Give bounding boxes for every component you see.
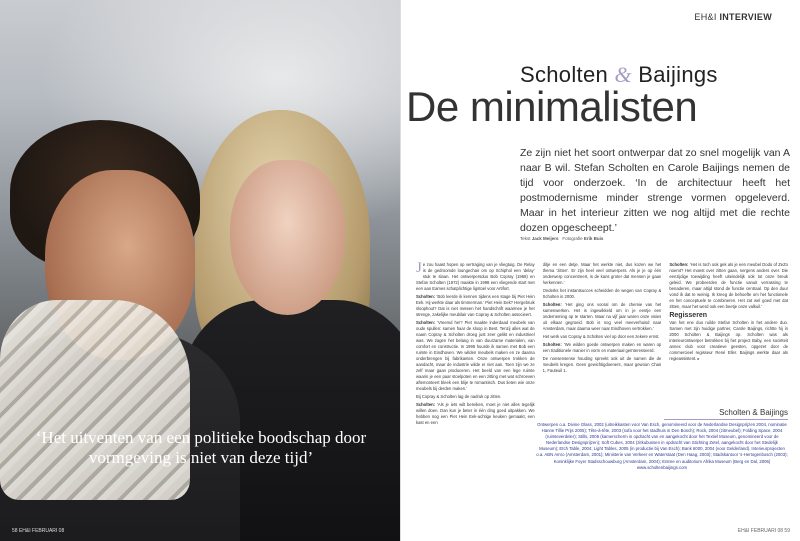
speaker-label: Scholten: (542, 342, 562, 347)
article-credits (520, 236, 603, 241)
text-page (400, 0, 800, 541)
section-header (694, 12, 772, 22)
article-title: De minimalisten (406, 83, 698, 130)
drop-cap: J (416, 262, 422, 276)
right-page-number: EH&I FEBRUARI 08 59 (737, 528, 790, 534)
col1-paragraph: Bij Copray & Scholten lag de nadruk op zitten. (416, 394, 502, 399)
info-box-url[interactable]: www.scholtenbaijings.com (636, 464, 688, 470)
credit-photo-name: Erik Buis (583, 236, 604, 241)
ampersand: & (614, 62, 632, 87)
gutter-divider (400, 0, 401, 541)
left-page-number: 58 EH&I FEBRUARI 08 (12, 528, 65, 534)
info-box-title: Scholten & Baijings (664, 408, 788, 420)
col3-paragraph: Van het ene duo ruilde Stefan Scholten in het andere duo. Samen met zijn huidige partner, Carole Baijings, richtte hij in 2000 Scholten & Baijings op. Scholten was als interieurontwerper betrokken bij het project Baby, een sociëteit annex club voor creatieve geesten, opgezet door de commercieel regisseur René Eller. Baijings werkte daar als regieassistent. ▸ (669, 320, 789, 361)
column-1 (416, 262, 535, 452)
col2-paragraph: ‘Het ging ons vooral om de chemie van het samenwerken. Het is ingewikkeld om in je eentje een onderneming op te starten. Maar na vijf jaar waren onze visies uit elkaar gegroeid. Bob is nog veel meeverhuisd naar Amsterdam, maar daarna weer naar Eindhoven vertrokken.’ (542, 302, 662, 331)
pull-quote: ‘Het uitventen van een politieke boodschap door vormgeving is niet van deze tijd’ (35, 428, 367, 467)
speaker-label: Scholten: (416, 294, 436, 299)
info-box-text: Ontwerpen o.a. Divine Glass, 2002 (uitreikkasten voor Van Esch, genomineerd voor de Nederlandse Designprijzen 2004, nominatie Hanne Tillie Prijs 2005); Tête-à-tête, 2003 (sofa voor het stadhuis in Den Bosch); Rock, 2004 (zitmeubel); Folding Space, 2004 (ruimteverdeler); Stills, 2005 (kamerscherm in opdracht van en aangekocht door het Textiel Museum, genomineerd voor de Nederlandse Designprijzen); Soft Cubes, 2004 (zitkubussen in opdracht van Stichting Zetel, aangekocht door het Stedelijk Museum); Etch Table, 2004; Light Tables, 2005 (in productie bij Van Esch); Bank 6000, 2004 (voor Gelderland). Interieurprojecten o.a. ABN Amro (Amsterdam, 2001); Ministerie van Verkeer en Waterstaat (Den Haag, 2003); Stadskantoor 's-Hertogenbosch (2003); Koninklijke Foyer Stadsschouwburg (Amsterdam, 2004); Entree en auditorium Afrika Museum (Berg en Dal, 2006) (536, 422, 788, 464)
col2-paragraph: Het werk van Copray & Scholten viel op door een zekere ernst. (542, 334, 660, 339)
info-box (536, 422, 788, 471)
col2-paragraph: ‘We wilden goede ontwerpen maken en waren op een traditionele manier in vorm en materiaal geïnteresseerd. (542, 342, 662, 353)
credit-text-name: Jack Meijers (531, 236, 559, 241)
speaker-label: Scholten: (416, 320, 436, 325)
section-tag: EH&I (694, 12, 717, 22)
subheading: Regisseren (669, 312, 708, 319)
col1-paragraph: ‘Als je iets wilt bereiken, moet je niet alles tegelijk willen doen. Dan kun je beter in één ding goed uitpakken. We hebben nog een Piet Hein Eek-achtige keuken gemaakt, een kast en een (416, 402, 535, 425)
speaker-label: Scholten: (416, 402, 436, 407)
credit-text-label: Tekst (520, 236, 531, 241)
name-scholten: Scholten (520, 62, 609, 87)
striped-scarf (0, 300, 190, 500)
speaker-label: Scholten: (669, 262, 689, 267)
col2-paragraph: Onderks het instantsucces scheidden de wegen van Copray & Scholten in 2000. (542, 288, 662, 299)
col3-paragraph: ‘Het is toch ook gek als je een meubel Dodo of ZeZo noemt? Het moest over zitten gaan, nergens anders over. Die eenzijdige toewijding heeft uiteindelijk ook tot onze breuk geleid. We probeerden de functie vanuit verrassing te benaderen, maar altijd stond de functie centraal. Op den duur vond ik dat te weinig. Ik kreeg de behoefte om het functionele en het conceptuele te combineren. Het zat wel goed met dat zitten, maar het werd ook een beetje onze valkuil.’ (669, 262, 789, 309)
col1-paragraph: ‘Vreemd he!? Piet maakte inderdaad meubels van oude spullen: samen haar de sloop in Best. Tenzij alles wat de naam Copray & Scholten droeg just zeer gelikt en industrieel was. We zagen het belang in van duurzame materialen, van comfort en constructie. In 1995 huurde ik samen met Bob een ruimte in Eindhoven. We wilden meubels maken en ze daarna onderbrengen bij fabrikanten. Onze ontwerpen trokken de aandacht, maar de industrie wilde er niet aan. Toen zijn we ze zelf maar gaan produceren. Het beeld van een lege ruimte waarin je een paar stoelpoten en een zitting met wat schroeven aftemonteert bleek een blije te romantisch. Dus lieten wie onze meubels bij derden maken.’ (416, 320, 535, 391)
col1-paragraph: ‘Bob leerde ik kennen tijdens een stage bij Piet Hein Eek. Hij werkte daar als timmerman.’ Piet Hein Eek? Hergebruik sloophout? Dat is niet meteen het handschrift waarmee je het strenge, zakelijke meubilair van Copray & Scholten associeert. (416, 294, 535, 317)
credit-photo-label: Fotografie (562, 236, 583, 241)
col2-paragraph: ditje en een detje. Maar het werkte niet, dus kozen we het thema ‘zitten’. Er zijn heel veel ontwerpers. Als je je op één onderwerp concentreert, is de kans groter dat mensen je gaan herkennen.’ (542, 262, 662, 285)
speaker-label: Scholten: (542, 302, 562, 307)
col1-paragraph: e zou haast hopen op vertraging van je vliegtuig. De Relay is de gedroomde loungechair om op Schiphol een ‘delay’ stuk te slaan. Het ontwerpersduo Bob Copray (1968) en Stefan Scholten (1972) maakte in 1998 een vliegende start met een aan Eames schatplichtige ligstoel voor Artifort. (416, 262, 535, 291)
woman-portrait (230, 160, 345, 315)
name-baijings: Baijings (638, 62, 718, 87)
section-label: INTERVIEW (719, 12, 772, 22)
col2-paragraph: De nonsensense houding spreekt ook uit de namen die de meubels kregen. Geen gewichtigdoeners, maar gewoon Chair 1, Fauteuil 1. (542, 356, 662, 373)
article-intro: Ze zijn niet het soort ontwerpar dat zo snel mogelijk van A naar B wil. Stefan Scholten en Carole Baijings nemen de tijd voor onderzoek. ‘In de architectuur heeft het postmodernisme minder strenge vormen opgeleverd. Maar in het interieur zitten we nog altijd met die rechte dozen opgescheept.’ (520, 147, 790, 234)
